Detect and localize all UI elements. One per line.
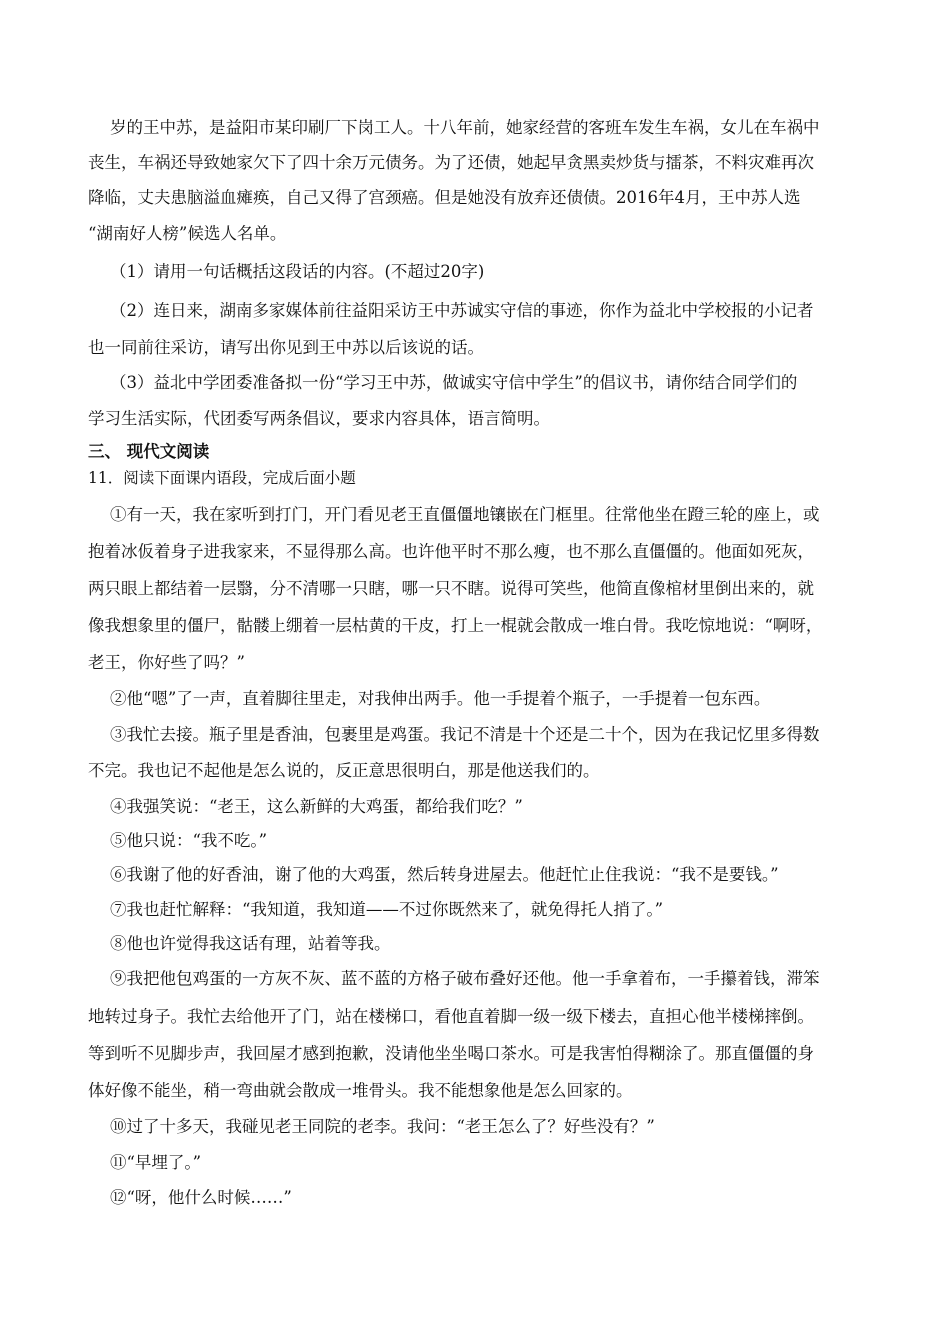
reading-line: ②他“嗯”了一声，直着脚往里走，对我伸出两手。他一手提着个瓶子，一手提着一包东西。 [110, 689, 771, 708]
reading-line: 不完。我也记不起他是怎么说的，反正意思很明白，那是他送我们的。 [88, 761, 600, 780]
reading-line: ⑥我谢了他的好香油，谢了他的大鸡蛋，然后转身进屋去。他赶忙止住我说：“我不是要钱。” [110, 865, 779, 884]
question-2-cont: 也一同前往采访，请写出你见到王中苏以后该说的话。 [88, 338, 484, 357]
reading-line: ④我强笑说：“老王，这么新鲜的大鸡蛋，都给我们吃？” [110, 797, 523, 816]
reading-line: ①有一天，我在家听到打门，开门看见老王直僵僵地镶嵌在门框里。往常他坐在蹬三轮的座上，或 [110, 505, 820, 524]
reading-line: ⑤他只说：“我不吃。” [110, 831, 268, 850]
reading-line: 地转过身子。我忙去给他开了门，站在楼梯口，看他直着脚一级一级下楼去，直担心他半楼梯摔倒。 [88, 1007, 814, 1026]
intro-line-3: 降临，丈夫患脑溢血瘫痪，自己又得了宫颈癌。但是她没有放弃还债债。2016年4月，王中苏人选 [88, 188, 801, 207]
question-11-prompt: 11．阅读下面课内语段，完成后面小题 [88, 469, 356, 487]
reading-line: 像我想象里的僵尸，骷髅上绷着一层枯黄的干皮，打上一棍就会散成一堆白骨。我吃惊地说：“啊呀， [88, 616, 823, 635]
intro-line-4: “湖南好人榜”候选人名单。 [88, 224, 287, 243]
reading-line: ⑨我把他包鸡蛋的一方灰不灰、蓝不蓝的方格子破布叠好还他。他一手拿着布，一手攥着钱，滞笨 [110, 969, 820, 988]
reading-line: ⑦我也赶忙解释：“我知道，我知道——不过你既然来了，就免得托人捎了。” [110, 900, 664, 919]
reading-line: 体好像不能坐，稍一弯曲就会散成一堆骨头。我不能想象他是怎么回家的。 [88, 1081, 633, 1100]
reading-line: ⑩过了十多天，我碰见老王同院的老李。我问：“老王怎么了？好些没有？” [110, 1117, 655, 1136]
question-3: （3）益北中学团委准备拟一份“学习王中苏，做诚实守信中学生”的倡议书，请你结合同学们的 [110, 373, 798, 392]
intro-line-1: 岁的王中苏，是益阳市某印刷厂下岗工人。十八年前，她家经营的客班车发生车祸，女儿在车祸中 [110, 118, 820, 137]
reading-line: 两只眼上都结着一层翳，分不清哪一只瞎，哪一只不瞎。说得可笑些，他简直像棺材里倒出来的，就 [88, 579, 814, 598]
question-1: （1）请用一句话概括这段话的内容。(不超过20字) [110, 262, 485, 281]
reading-line: 老王，你好些了吗？” [88, 653, 245, 672]
reading-line: 等到听不见脚步声，我回屋才感到抱歉，没请他坐坐喝口茶水。可是我害怕得糊涂了。那直僵僵的身 [88, 1044, 814, 1063]
reading-line: ⑪“早埋了。” [110, 1153, 202, 1172]
reading-line: ⑫“呀，他什么时候……” [110, 1188, 292, 1207]
question-2: （2）连日来，湖南多家媒体前往益阳采访王中苏诚实守信的事迹，你作为益北中学校报的小记者 [110, 301, 814, 320]
reading-line: ⑧他也许觉得我这话有理，站着等我。 [110, 934, 391, 953]
question-3-cont: 学习生活实际，代团委写两条倡议，要求内容具体，语言简明。 [88, 409, 550, 428]
reading-line: ③我忙去接。瓶子里是香油，包裹里是鸡蛋。我记不清是十个还是二十个，因为在我记忆里多得数 [110, 725, 820, 744]
section-title: 三、 现代文阅读 [88, 442, 210, 461]
intro-line-2: 丧生，车祸还导致她家欠下了四十余万元债务。为了还债，她起早贪黑卖炒货与擂茶，不料灾难再次 [88, 153, 814, 172]
reading-line: 抱着冰仮着身子进我家来，不显得那么高。也许他平时不那么瘦，也不那么直僵僵的。他面如死灰， [88, 542, 814, 561]
